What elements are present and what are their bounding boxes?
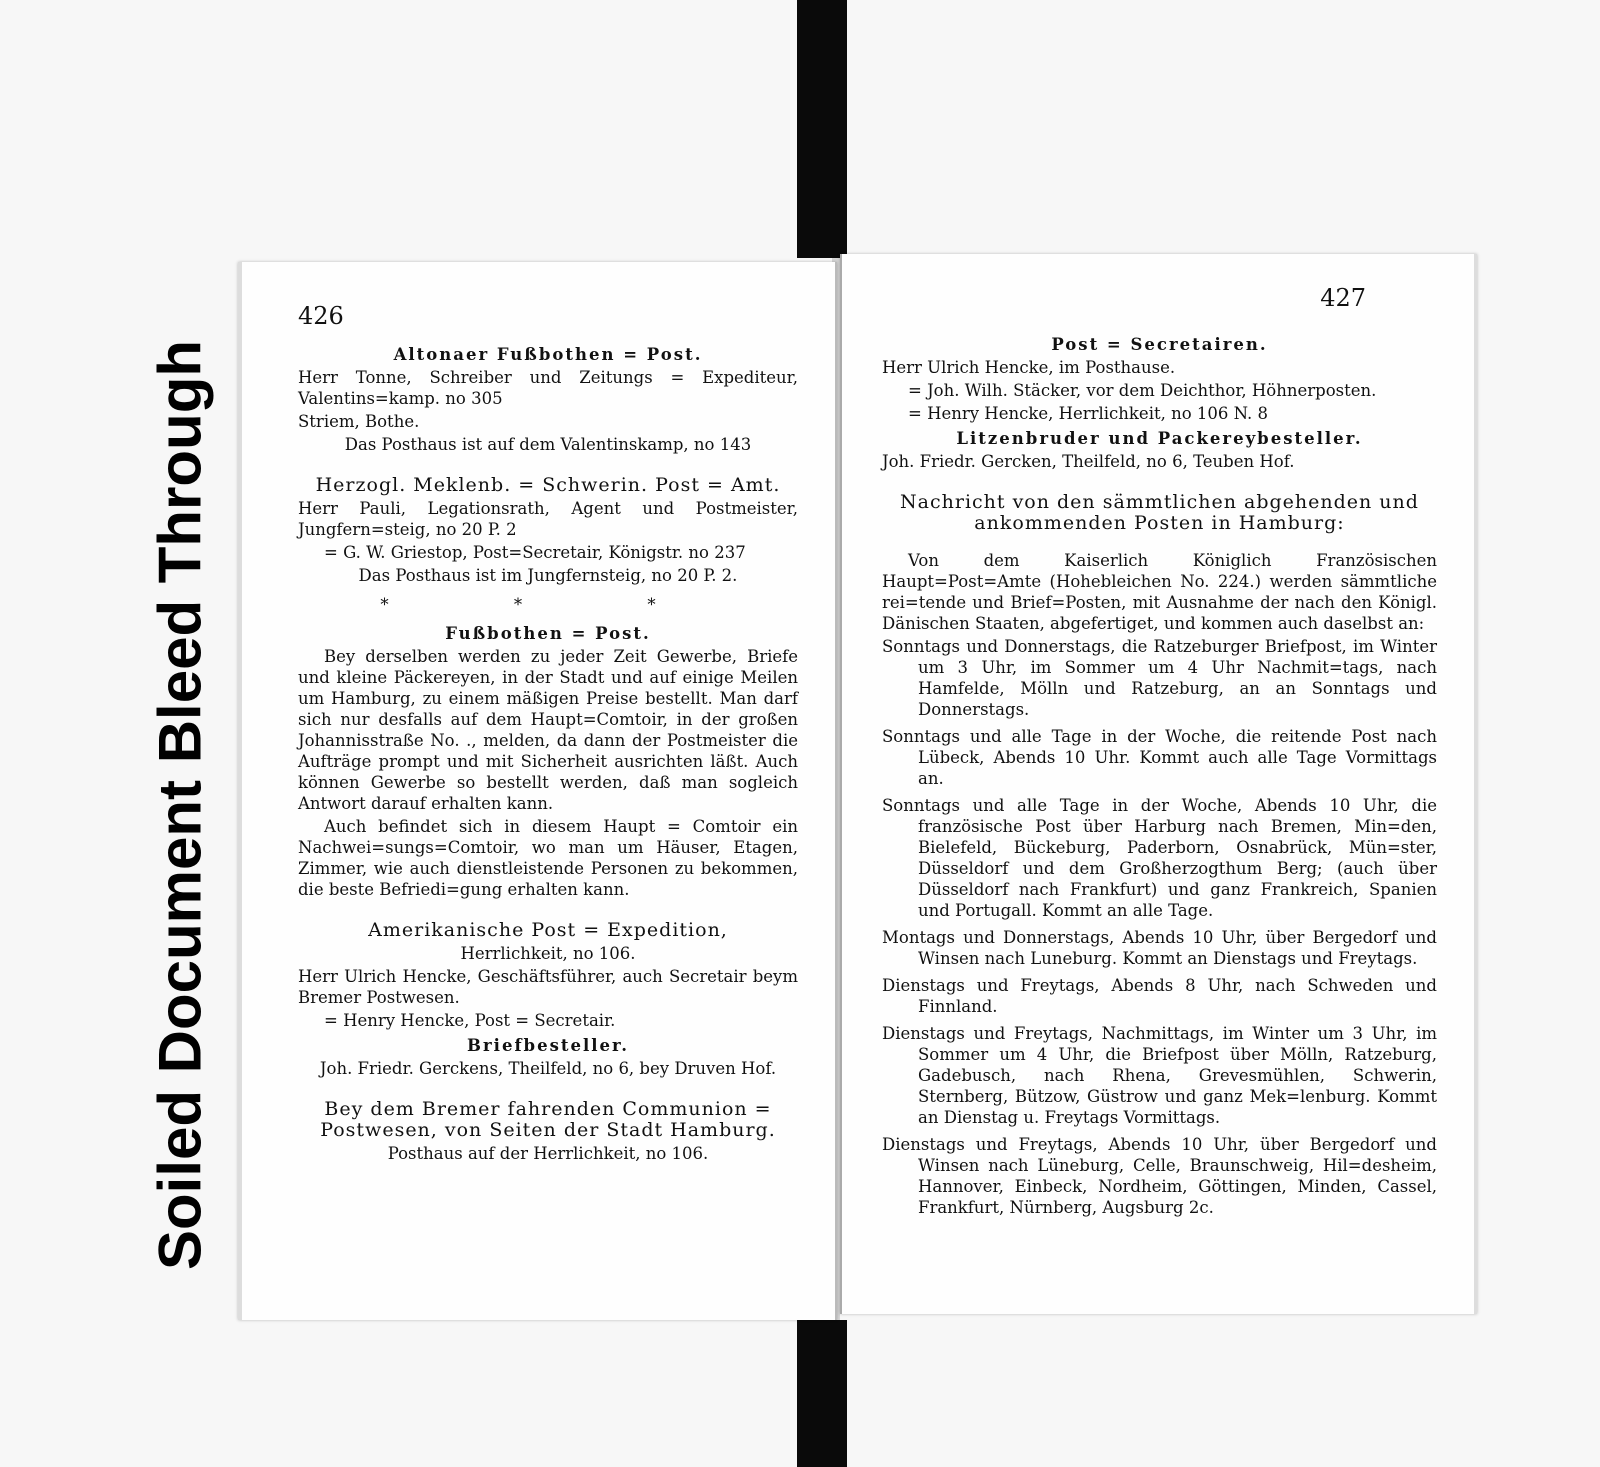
page-number-right: 427 xyxy=(1320,284,1366,312)
amerik-heading: Amerikanische Post = Expedition, xyxy=(368,919,728,941)
secr-line-2: = Joh. Wilh. Stäcker, vor dem Deichthor, Höhnerposten. xyxy=(908,381,1377,400)
meklenb-heading: Herzogl. Meklenb. = Schwerin. Post = Amt. xyxy=(315,474,781,496)
litzen-heading: Litzenbruder und Packereybesteller. xyxy=(956,429,1363,448)
amerik-line-1: Herr Ulrich Hencke, Geschäftsführer, auch Secretair beym Bremer Postwesen. xyxy=(298,967,798,1007)
page-number-left: 426 xyxy=(298,302,344,330)
bleed-through-stamp xyxy=(145,300,215,1310)
altona-line-2: Striem, Bothe. xyxy=(298,412,420,431)
stamp-text: Soiled Document Bleed Through xyxy=(146,339,214,1271)
altona-heading: Altonaer Fußbothen = Post. xyxy=(393,345,703,364)
left-page xyxy=(238,262,837,1320)
schedule-entry-5: Dienstags und Freytags, Abends 8 Uhr, nach Schweden und Finnland. xyxy=(882,976,1437,1016)
secr-line-3: = Henry Hencke, Herrlichkeit, no 106 N. 8 xyxy=(908,404,1269,423)
nachricht-heading: Nachricht von den sämmtlichen abgehenden und ankommenden Posten in Hamburg: xyxy=(900,491,1419,534)
schedule-entry-1: Sonntags und Donnerstags, die Ratzeburger Briefpost, im Winter um 3 Uhr, im Sommer um 4 Uhr Nachmit=tags, nach Hamfelde, Mölln und Ratzeburg, an an Sonntags und Donnerstags. xyxy=(882,637,1437,719)
right-page xyxy=(840,254,1477,1314)
schedule-entry-7: Dienstags und Freytags, Abends 10 Uhr, über Bergedorf und Winsen nach Lüneburg, Celle, Braunschweig, Hil=desheim, Hannover, Einbeck, Nordheim, Göttingen, Minden, Cassel, Frankfurt, Nürnberg, Augsburg 2c. xyxy=(882,1135,1437,1217)
litzen-line: Joh. Friedr. Gercken, Theilfeld, no 6, Teuben Hof. xyxy=(882,452,1295,471)
secr-line-1: Herr Ulrich Hencke, im Posthause. xyxy=(882,358,1176,377)
schedule-entry-3: Sonntags und alle Tage in der Woche, Abends 10 Uhr, die französische Post über Harburg nach Bremen, Min=den, Bielefeld, Bückeburg, Paderborn, Osnabrück, Mün=ster, Düsseldorf und dem Großherzogthum Berg; (auch über Düsseldorf nach Frankfurt) und ganz Frankreich, Spanien und Portugall. Kommt an alle Tage. xyxy=(882,796,1437,920)
schedule-entry-2: Sonntags und alle Tage in der Woche, die reitende Post nach Lübeck, Abends 10 Uhr. Kommt auch alle Tage Vormittags an. xyxy=(882,727,1437,788)
altona-line-1: Herr Tonne, Schreiber und Zeitungs = Expediteur, Valentins=kamp. no 305 xyxy=(298,368,798,408)
meklenb-line-3: Das Posthaus ist im Jungfernsteig, no 20 P. 2. xyxy=(358,566,738,585)
binding-strip-bottom xyxy=(797,1320,847,1467)
binding-strip-top xyxy=(797,0,847,258)
brief-heading: Briefbesteller. xyxy=(467,1036,629,1055)
secr-heading: Post = Secretairen. xyxy=(1051,335,1268,354)
bremer-heading: Bey dem Bremer fahrenden Communion = Postwesen, von Seiten der Stadt Hamburg. xyxy=(320,1098,776,1141)
nachricht-intro: Von dem Kaiserlich Königlich Französischen Haupt=Post=Amte (Hohebleichen No. 224.) werden sämmtliche rei=tende und Brief=Posten, mit Ausnahme der nach den Königl. Dänischen Staaten, abgefertiget, und kommen auch daselbst an: xyxy=(882,551,1437,633)
meklenb-line-2: = G. W. Griestop, Post=Secretair, Königstr. no 237 xyxy=(324,543,746,562)
schedule-entry-4: Montags und Donnerstags, Abends 10 Uhr, über Bergedorf und Winsen nach Luneburg. Kommt an Dienstags und Freytags. xyxy=(882,928,1437,968)
section-stars: * * * xyxy=(380,595,716,614)
right-page-text xyxy=(882,330,1437,1224)
amerik-line-2: = Henry Hencke, Post = Secretair. xyxy=(324,1011,616,1030)
fuss-paragraph-1: Bey derselben werden zu jeder Zeit Gewerbe, Briefe und kleine Päckereyen, in der Stadt und auf einige Meilen um Hamburg, zu einem mäßigen Preise bestellt. Man darf sich nur desfalls auf dem Haupt=Comtoir, in der großen Johannisstraße No. ., melden, da dann der Postmeister die Aufträge prompt und mit Sicherheit ausrichten läßt. Auch können Gewerbe so bestellt werden, daß man sogleich Antwort darauf erhalten kann. xyxy=(298,647,798,813)
fuss-paragraph-2: Auch befindet sich in diesem Haupt = Comtoir ein Nachwei=sungs=Comtoir, wo man um Häuser, Etagen, Zimmer, wie auch dienstleistende Personen zu bekommen, die beste Befriedi=gung erhalten kann. xyxy=(298,817,798,899)
amerik-subheading: Herrlichkeit, no 106. xyxy=(460,944,636,963)
altona-line-3: Das Posthaus ist auf dem Valentinskamp, no 143 xyxy=(344,435,752,454)
schedule-entry-6: Dienstags und Freytags, Nachmittags, im Winter um 3 Uhr, im Sommer um 4 Uhr, die Briefpost über Mölln, Ratzeburg, Gadebusch, nach Rhena, Grevesmühlen, Schwerin, Sternberg, Bützow, Güstrow und ganz Mek=lenburg. Kommt an Dienstag u. Freytags Vormittags. xyxy=(882,1024,1437,1127)
meklenb-line-1: Herr Pauli, Legationsrath, Agent und Postmeister, Jungfern=steig, no 20 P. 2 xyxy=(298,499,798,539)
fuss-heading: Fußbothen = Post. xyxy=(445,624,651,643)
bremer-line: Posthaus auf der Herrlichkeit, no 106. xyxy=(387,1144,709,1163)
left-page-text xyxy=(298,340,798,1166)
brief-line: Joh. Friedr. Gerckens, Theilfeld, no 6, bey Druven Hof. xyxy=(319,1059,777,1078)
